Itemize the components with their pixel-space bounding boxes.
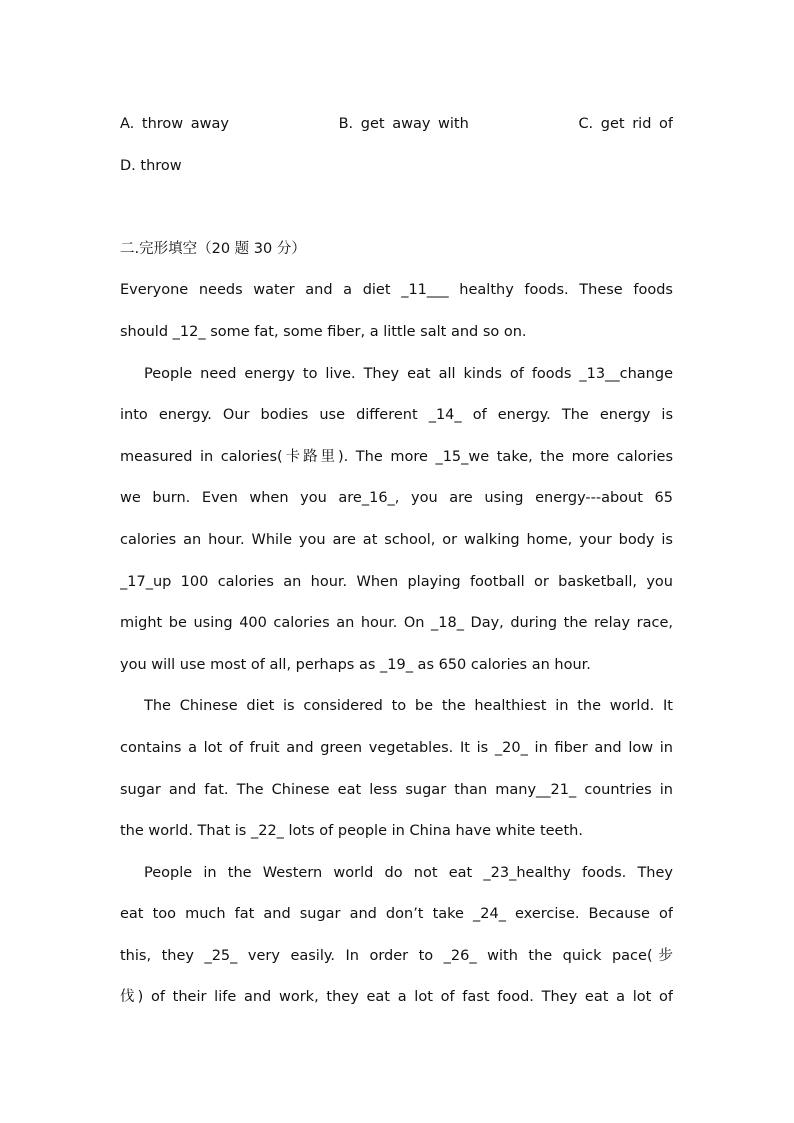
passage-line: People need energy to live. They eat all kinds of foods _13__change [144,365,673,382]
passage-line: measured in calories(卡路里). The more _15_we take, the more calories [120,448,673,465]
passage-line: contains a lot of fruit and green vegetables. It is _20_ in fiber and low in [120,739,673,756]
option-c: C. get rid of [578,116,673,132]
passage-line: the world. That is _22_ lots of people in China have white teeth. [120,823,583,840]
passage-line: calories an hour. While you are at school, or walking home, your body is [120,531,673,548]
passage-line: sugar and fat. The Chinese eat less sugar than many__21_ countries in [120,781,673,798]
section-title: 二.完形填空（20 题 30 分） [120,240,306,257]
passage-line: you will use most of all, perhaps as _19_ as 650 calories an hour. [120,656,591,673]
option-a: A. throw away [120,116,229,132]
document-page [120,104,673,1019]
passage-line: eat too much fat and sugar and don’t take _24_ exercise. Because of [120,906,673,923]
spacer [120,187,673,229]
passage-line: might be using 400 calories an hour. On _18_ Day, during the relay race, [120,615,673,632]
option-b: B. get away with [338,116,469,132]
passage-line: this, they _25_ very easily. In order to _26_ with the quick pace(步 [120,947,673,964]
passage-line: we burn. Even when you are_16_, you are using energy---about 65 [120,490,673,507]
passage-line: should _12_ some fat, some fiber, a little salt and so on. [120,323,527,340]
passage-line: _17_up 100 calories an hour. When playing football or basketball, you [120,573,673,590]
option-d: D. throw [120,157,182,174]
answer-options-row [120,104,673,146]
passage-line: 伐) of their life and work, they eat a lot of fast food. They eat a lot of [120,989,673,1006]
passage-line: People in the Western world do not eat _23_healthy foods. They [144,864,673,881]
passage-line: Everyone needs water and a diet _11___ healthy foods. These foods [120,282,673,299]
option-d-row [120,146,673,188]
passage-line: into energy. Our bodies use different _14_ of energy. The energy is [120,407,673,424]
passage-line: The Chinese diet is considered to be the healthiest in the world. It [144,698,673,715]
